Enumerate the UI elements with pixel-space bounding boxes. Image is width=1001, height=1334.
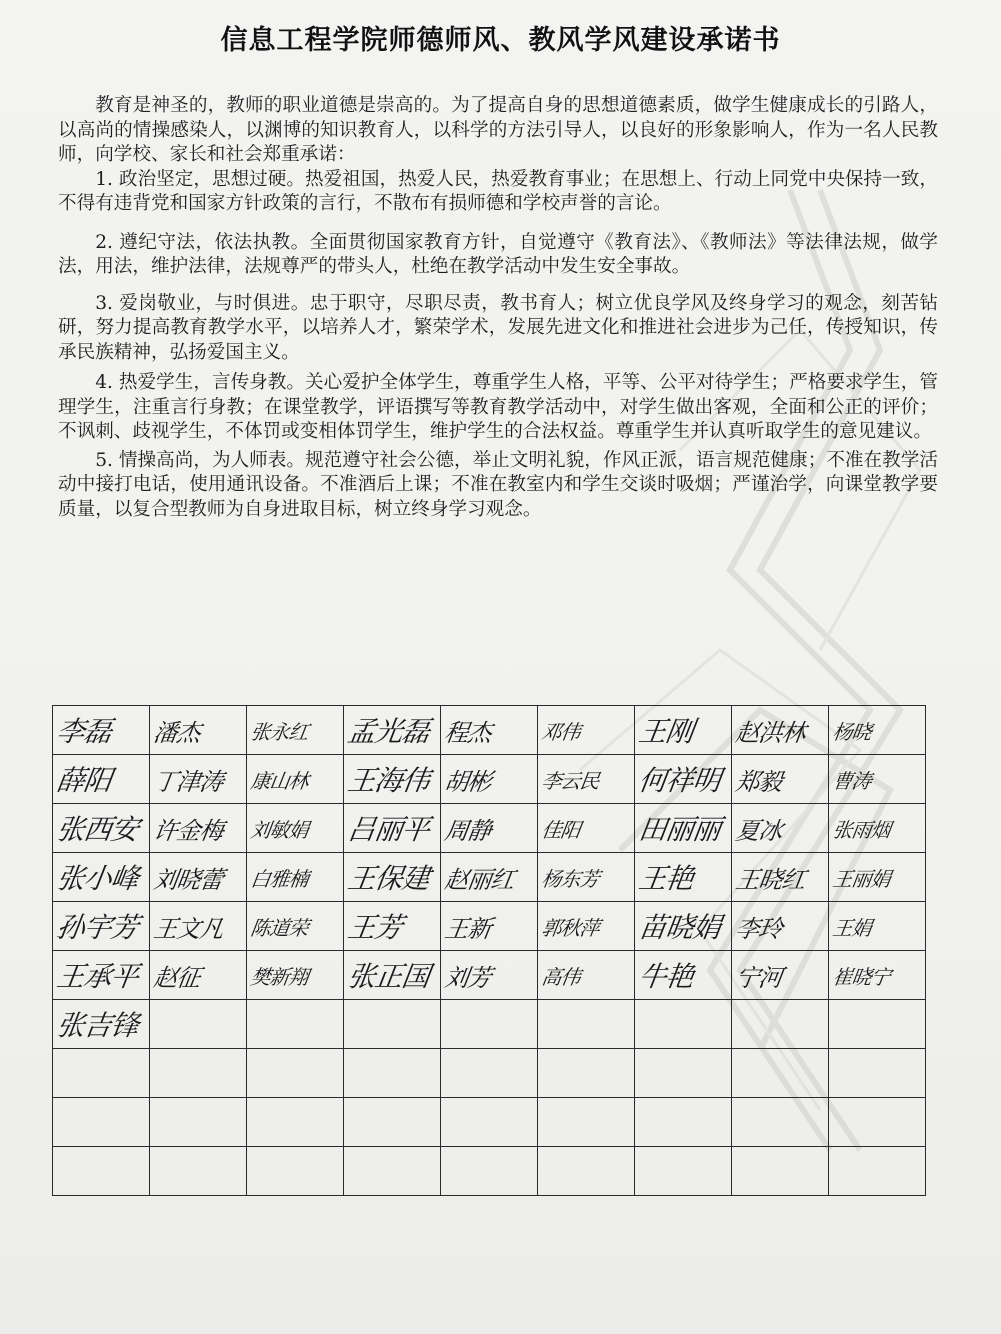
signature-cell [441, 755, 538, 804]
handwritten-signature: 张正国 [345, 960, 432, 993]
handwritten-signature: 王海伟 [345, 764, 432, 797]
signature-cell [538, 902, 635, 951]
handwritten-signature: 王娟 [831, 915, 873, 940]
handwritten-signature: 白雅楠 [249, 866, 310, 891]
handwritten-signature: 潘杰 [151, 718, 202, 747]
handwritten-signature: 杨晓 [831, 719, 873, 744]
signature-row [53, 951, 926, 1000]
signature-cell [732, 706, 829, 755]
intro-paragraph: 教育是神圣的，教师的职业道德是崇高的。为了提高自身的思想道德素质，做学生健康成长的引路人，以高尚的情操感染人，以渊博的知识教育人，以科学的方法引导人，以良好的形象影响人，作为一名人民教师，向学校、家长和社会郑重承诺： [58, 95, 938, 165]
signature-cell [635, 804, 732, 853]
handwritten-signature: 邓伟 [540, 719, 582, 744]
signature-cell [538, 1147, 635, 1196]
signature-cell [732, 1000, 829, 1049]
signature-cell [344, 951, 441, 1000]
signature-cell [635, 1147, 732, 1196]
handwritten-signature: 刘敏娟 [249, 817, 310, 842]
handwritten-signature: 何祥明 [636, 764, 723, 797]
signature-cell [538, 1049, 635, 1098]
handwritten-signature: 刘芳 [442, 963, 493, 992]
signature-cell [247, 853, 344, 902]
signature-cell [635, 853, 732, 902]
signature-cell [732, 755, 829, 804]
signature-cell [247, 1000, 344, 1049]
signature-cell [247, 1147, 344, 1196]
pledge-item-1: 1. 政治坚定，思想过硬。热爱祖国，热爱人民，热爱教育事业；在思想上、行动上同党中央保持一致，不得有违背党和国家方针政策的言行，不散布有损师德和学校声誉的言论。 [58, 168, 938, 214]
signature-cell [344, 1147, 441, 1196]
signature-cell [53, 804, 150, 853]
signature-cell [247, 902, 344, 951]
handwritten-signature: 曹涛 [831, 768, 873, 793]
signature-row [53, 902, 926, 951]
signature-cell [829, 1000, 926, 1049]
signature-cell [247, 1098, 344, 1147]
signature-cell [732, 1049, 829, 1098]
signature-cell [344, 804, 441, 853]
signature-cell [150, 1000, 247, 1049]
signature-cell [635, 755, 732, 804]
signature-cell [150, 853, 247, 902]
handwritten-signature: 王文凡 [151, 914, 225, 943]
handwritten-signature: 张西安 [54, 813, 141, 846]
handwritten-signature: 吕丽平 [345, 813, 432, 846]
signature-cell [829, 1049, 926, 1098]
signature-row [53, 1098, 926, 1147]
signature-cell [53, 1049, 150, 1098]
signature-cell [635, 1049, 732, 1098]
signature-cell [247, 755, 344, 804]
handwritten-signature: 王新 [442, 914, 493, 943]
handwritten-signature: 程杰 [442, 718, 493, 747]
signature-cell [829, 755, 926, 804]
handwritten-signature: 孟光磊 [345, 715, 432, 748]
signature-cell [829, 706, 926, 755]
signature-row [53, 755, 926, 804]
signature-cell [150, 804, 247, 853]
signature-cell [538, 1000, 635, 1049]
pledge-body [58, 94, 938, 530]
handwritten-signature: 郭秋萍 [540, 915, 601, 940]
signature-cell [441, 853, 538, 902]
handwritten-signature: 丁津涛 [151, 767, 225, 796]
signature-cell [732, 902, 829, 951]
handwritten-signature: 张雨烟 [831, 817, 892, 842]
signature-cell [538, 951, 635, 1000]
signature-cell [344, 853, 441, 902]
signature-cell [53, 706, 150, 755]
handwritten-signature: 苗晓娟 [636, 911, 723, 944]
signature-cell [150, 1098, 247, 1147]
signature-cell [53, 1098, 150, 1147]
signature-cell [150, 755, 247, 804]
handwritten-signature: 田丽丽 [636, 813, 723, 846]
handwritten-signature: 王承平 [54, 960, 141, 993]
signature-cell [732, 1147, 829, 1196]
signature-cell [53, 853, 150, 902]
signature-cell [344, 902, 441, 951]
signature-row [53, 853, 926, 902]
signature-cell [247, 951, 344, 1000]
handwritten-signature: 樊新翔 [249, 964, 310, 989]
handwritten-signature: 夏冰 [733, 816, 784, 845]
pledge-item-2: 2. 遵纪守法，依法执教。全面贯彻国家教育方针，自觉遵守《教育法》、《教师法》等法律法规，做学法，用法，维护法律，法规尊严的带头人，杜绝在教学活动中发生安全事故。 [58, 231, 938, 277]
signature-cell [538, 853, 635, 902]
pledge-item-4: 4. 热爱学生，言传身教。关心爱护全体学生，尊重学生人格，平等、公平对待学生；严格要求学生，管理学生，注重言行身教；在课堂教学，评语撰写等教育教学活动中，对学生做出客观，全面和公正的评价；不讽刺、歧视学生，不体罚或变相体罚学生，维护学生的合法权益。尊重学生并认真听取学生的意见建议。 [58, 372, 938, 442]
signature-cell [538, 804, 635, 853]
signature-cell [344, 1098, 441, 1147]
signature-cell [732, 951, 829, 1000]
signature-cell [441, 1147, 538, 1196]
handwritten-signature: 杨东芳 [540, 866, 601, 891]
signature-cell [344, 755, 441, 804]
handwritten-signature: 王丽娟 [831, 866, 892, 891]
signature-cell [53, 755, 150, 804]
signature-cell [441, 1098, 538, 1147]
signature-row [53, 1000, 926, 1049]
handwritten-signature: 李云民 [540, 768, 601, 793]
signature-cell [441, 951, 538, 1000]
handwritten-signature: 赵洪林 [733, 718, 807, 747]
signature-row [53, 706, 926, 755]
handwritten-signature: 王芳 [345, 911, 405, 944]
handwritten-signature: 王刚 [636, 715, 696, 748]
handwritten-signature: 郑毅 [733, 767, 784, 796]
handwritten-signature: 王艳 [636, 862, 696, 895]
signature-cell [247, 1049, 344, 1098]
handwritten-signature: 赵征 [151, 963, 202, 992]
signature-cell [732, 1098, 829, 1147]
signature-cell [441, 804, 538, 853]
signature-cell [635, 1098, 732, 1147]
signature-cell [247, 804, 344, 853]
handwritten-signature: 胡彬 [442, 767, 493, 796]
signature-cell [150, 902, 247, 951]
handwritten-signature: 张吉锋 [54, 1009, 141, 1042]
handwritten-signature: 许金梅 [151, 816, 225, 845]
handwritten-signature: 李磊 [54, 715, 114, 748]
signature-row [53, 1049, 926, 1098]
signature-cell [53, 951, 150, 1000]
signature-cell [344, 706, 441, 755]
signature-cell [732, 853, 829, 902]
handwritten-signature: 李玲 [733, 914, 784, 943]
handwritten-signature: 陈道荣 [249, 915, 310, 940]
handwritten-signature: 王保建 [345, 862, 432, 895]
signature-cell [732, 804, 829, 853]
signature-cell [441, 1049, 538, 1098]
handwritten-signature: 王晓红 [733, 865, 807, 894]
handwritten-signature: 康山林 [249, 768, 310, 793]
signature-cell [441, 1000, 538, 1049]
signature-cell [829, 902, 926, 951]
signature-cell [150, 706, 247, 755]
pledge-item-3: 3. 爱岗敬业，与时俱进。忠于职守，尽职尽责，教书育人；树立优良学风及终身学习的观念，刻苦钻研，努力提高教育教学水平，以培养人才，繁荣学术，发展先进文化和推进社会进步为己任，传授知识，传承民族精神，弘扬爱国主义。 [58, 292, 938, 363]
signature-cell [635, 902, 732, 951]
signature-cell [344, 1049, 441, 1098]
signature-cell [538, 1098, 635, 1147]
signature-cell [635, 1000, 732, 1049]
signature-cell [538, 706, 635, 755]
signature-cell [829, 1147, 926, 1196]
signature-cell [53, 902, 150, 951]
signature-cell [441, 902, 538, 951]
handwritten-signature: 刘晓蕾 [151, 865, 225, 894]
handwritten-signature: 佳阳 [540, 817, 582, 842]
signature-cell [635, 951, 732, 1000]
signature-row [53, 804, 926, 853]
signature-table [52, 705, 926, 1196]
handwritten-signature: 崔晓宁 [831, 964, 892, 989]
handwritten-signature: 张永红 [249, 719, 310, 744]
document-title: 信息工程学院师德师风、教风学风建设承诺书 [220, 25, 781, 56]
signature-cell [538, 755, 635, 804]
signature-cell [829, 804, 926, 853]
signature-cell [150, 1049, 247, 1098]
signature-cell [53, 1000, 150, 1049]
signature-cell [829, 853, 926, 902]
handwritten-signature: 孙宇芳 [54, 911, 141, 944]
handwritten-signature: 张小峰 [54, 862, 141, 895]
pledge-item-5: 5. 情操高尚，为人师表。规范遵守社会公德，举止文明礼貌，作风正派，语言规范健康；不准在教学活动中接打电话，使用通讯设备。不准酒后上课；不准在教室内和学生交谈时吸烟；严谨治学，向课堂教学要质量，以复合型教师为自身进取目标，树立终身学习观念。 [58, 449, 938, 520]
signature-cell [829, 1098, 926, 1147]
handwritten-signature: 薛阳 [54, 764, 114, 797]
signature-row [53, 1147, 926, 1196]
signature-cell [441, 706, 538, 755]
handwritten-signature: 赵丽红 [442, 865, 516, 894]
handwritten-signature: 牛艳 [636, 960, 696, 993]
signature-cell [344, 1000, 441, 1049]
signature-cell [635, 706, 732, 755]
signature-cell [829, 951, 926, 1000]
handwritten-signature: 高伟 [540, 964, 582, 989]
signature-cell [150, 1147, 247, 1196]
handwritten-signature: 宁河 [733, 963, 784, 992]
handwritten-signature: 周静 [442, 816, 493, 845]
signature-cell [150, 951, 247, 1000]
signature-cell [53, 1147, 150, 1196]
signature-cell [247, 706, 344, 755]
